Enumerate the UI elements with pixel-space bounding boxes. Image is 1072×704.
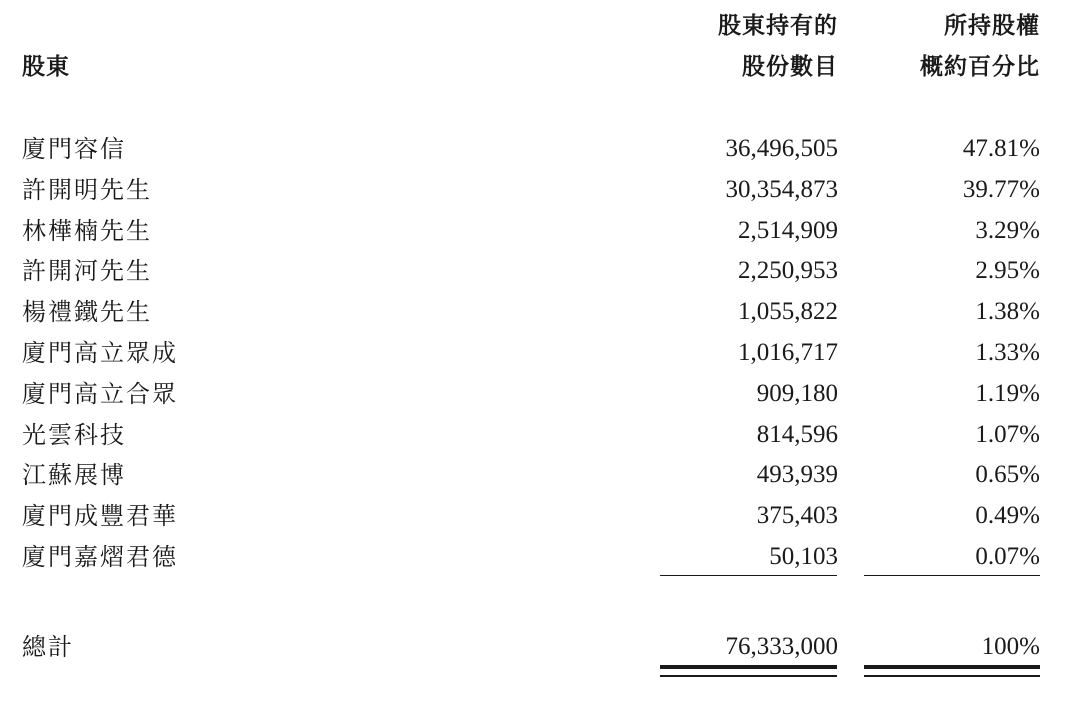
shareholder-name: 楊禮鐵先生	[22, 298, 152, 327]
shareholder-name: 廈門高立合眾	[22, 379, 178, 408]
header-shares-line2: 股份數目	[742, 53, 838, 80]
share-percentage: 39.77%	[962, 175, 1040, 203]
share-percentage: 0.07%	[975, 542, 1040, 570]
shareholder-name: 林樺楠先生	[22, 216, 152, 245]
header-pct-line2: 概約百分比	[920, 53, 1040, 80]
share-percentage: 0.65%	[975, 461, 1040, 489]
share-count: 30,354,873	[725, 175, 838, 203]
share-count: 2,250,953	[738, 257, 838, 285]
shareholder-name: 許開明先生	[22, 175, 152, 204]
table-row	[0, 130, 1072, 171]
share-count: 50,103	[769, 542, 838, 570]
share-count: 36,496,505	[725, 135, 838, 162]
shareholder-name: 廈門高立眾成	[22, 338, 178, 367]
shareholder-name: 廈門成豐君華	[22, 502, 178, 531]
table-row	[0, 252, 1072, 293]
share-percentage: 1.38%	[975, 298, 1040, 326]
share-count: 909,180	[756, 379, 838, 407]
share-count: 2,514,909	[738, 216, 838, 244]
shareholder-name: 江蘇展博	[22, 461, 126, 490]
share-count: 1,016,717	[738, 338, 838, 366]
share-count: 493,939	[756, 461, 838, 489]
subtotal-rule-percentage	[864, 575, 1040, 576]
share-percentage: 47.81%	[962, 135, 1040, 162]
share-percentage: 1.33%	[975, 338, 1040, 366]
total-double-rule-percentage	[864, 665, 1040, 677]
shareholder-name: 光雲科技	[22, 420, 126, 449]
table-row	[0, 212, 1072, 253]
share-percentage: 3.29%	[975, 216, 1040, 244]
table-row	[0, 171, 1072, 212]
header-pct-line1: 所持股權	[944, 12, 1040, 39]
table-row	[0, 293, 1072, 334]
share-count: 1,055,822	[738, 298, 838, 326]
share-count: 814,596	[756, 420, 838, 448]
header-approx-percentage	[920, 12, 1040, 81]
table-row	[0, 416, 1072, 457]
table-row	[0, 334, 1072, 375]
table-row	[0, 497, 1072, 538]
shareholder-name: 許開河先生	[22, 257, 152, 286]
total-label: 總計	[22, 633, 74, 661]
subtotal-rule-shares	[660, 575, 837, 576]
share-percentage: 2.95%	[975, 257, 1040, 285]
table-body	[0, 130, 1072, 579]
header-shareholder: 股東	[22, 53, 70, 80]
header-shares-line1: 股東持有的	[718, 12, 838, 39]
header-number-of-shares	[718, 12, 838, 81]
share-percentage: 0.49%	[975, 502, 1040, 530]
share-count: 375,403	[756, 502, 838, 530]
shareholder-name: 廈門嘉熠君德	[22, 542, 178, 571]
total-share-count: 76,333,000	[725, 633, 838, 660]
table-row	[0, 375, 1072, 416]
table-row	[0, 538, 1072, 579]
share-percentage: 1.07%	[975, 420, 1040, 448]
table-row	[0, 456, 1072, 497]
total-double-rule-shares	[660, 665, 837, 677]
shareholder-name: 廈門容信	[22, 135, 126, 163]
total-percentage: 100%	[981, 633, 1040, 660]
share-percentage: 1.19%	[975, 379, 1040, 407]
